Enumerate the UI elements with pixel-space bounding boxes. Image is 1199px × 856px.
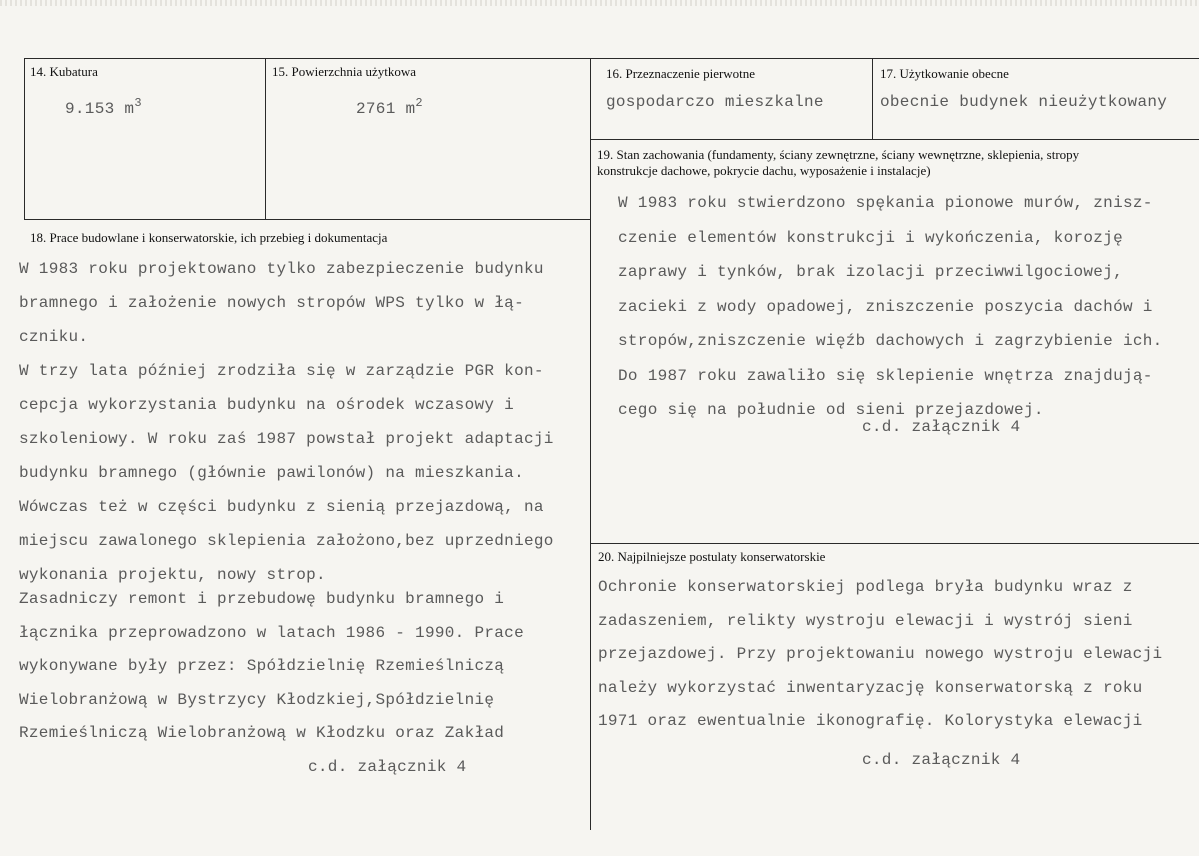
field-19-reference: c.d. załącznik 4 (862, 418, 1021, 436)
center-divider (590, 58, 591, 830)
field-19-label-line: konstrukcje dachowe, pokrycie dachu, wyposażenie i instalacje) (597, 163, 931, 178)
text-line: czniku. (19, 328, 89, 346)
text-line: należy wykorzystać inwentaryzację konserwatorską z roku (598, 678, 1143, 697)
text-line: Wówczas też w części budynku z sienią przejazdową, na (19, 498, 544, 516)
rule-above-18 (24, 219, 591, 220)
field-20-reference: c.d. załącznik 4 (862, 751, 1021, 769)
field-14-value: 9.153 $m^3$ (65, 96, 142, 118)
field-20-text (598, 571, 1162, 739)
field-17-value: obecnie budynek nieużytkowany (880, 93, 1168, 111)
text-line: bramnego i założenie nowych stropów WPS tylko w łą- (19, 294, 524, 312)
text-line: Rzemieślniczą Wielobranżową w Kłodzku oraz Zakład (19, 724, 505, 742)
text-line: 1971 oraz ewentualnie ikonografię. Kolorystyka elewacji (598, 712, 1143, 730)
top-rule (24, 58, 1199, 59)
text-line: zaprawy i tynków, brak izolacji przeciwwilgociowej, (618, 263, 1123, 281)
field-18-text-continued (19, 583, 524, 751)
field-19-label (597, 147, 1197, 179)
text-line: Zasadniczy remont i przebudowę budynku bramnego i (19, 590, 505, 608)
field-18-label: 18. Prace budowlane i konserwatorskie, ich przebieg i dokumentacja (30, 230, 388, 245)
text-line: cepcja wykorzystania budynku na ośrodek wczasowy i (19, 396, 515, 414)
text-line: miejscu zawalonego sklepienia założono,bez uprzedniego (19, 532, 554, 550)
rule-under-16-17 (590, 139, 1199, 140)
text-line: łącznika przeprowadzono w latach 1986 - 1990. Prace (19, 623, 524, 642)
text-line: zadaszeniem, relikty wystroju elewacji i wystrój sieni (598, 611, 1133, 630)
rule-above-20 (590, 543, 1199, 544)
text-line: budynku bramnego (głównie pawilonów) na mieszkania. (19, 464, 524, 482)
left-rule-upper (24, 58, 25, 220)
text-line: Ochronie konserwatorskiej podlega bryła budynku wraz z (598, 578, 1133, 596)
text-line: Do 1987 roku zawaliło się sklepienie wnętrza znajdują- (618, 366, 1153, 385)
text-line: cego się na południe od sieni przejazdowej. (618, 401, 1044, 419)
field-14-label: 14. Kubatura (30, 64, 98, 79)
text-line: W 1983 roku stwierdzono spękania pionowe murów, znisz- (618, 194, 1153, 212)
divider-16-17 (872, 58, 873, 140)
text-line: szkoleniowy. W roku zaś 1987 powstał projekt adaptacji (19, 430, 554, 448)
field-15-value: 2761 $m^2$ (356, 96, 423, 118)
field-18-reference: c.d. załącznik 4 (308, 758, 467, 776)
perforated-edge (0, 0, 1199, 6)
field-17-label: 17. Użytkowanie obecne (880, 66, 1009, 81)
field-20-label: 20. Najpilniejsze postulaty konserwatorskie (598, 549, 826, 564)
field-19-text (618, 186, 1163, 428)
text-line: Wielobranżową w Bystrzycy Kłodzkiej,Spółdzielnię (19, 690, 495, 709)
field-18-text (19, 252, 554, 592)
text-line: zacieki z wody opadowej, zniszczenie poszycia dachów i (618, 297, 1153, 316)
field-16-label: 16. Przeznaczenie pierwotne (606, 66, 756, 81)
text-line: W trzy lata później zrodziła się w zarządzie PGR kon- (19, 362, 544, 380)
text-line: stropów,zniszczenie więźb dachowych i zagrzybienie ich. (618, 332, 1163, 350)
text-line: W 1983 roku projektowano tylko zabezpieczenie budynku (19, 260, 544, 278)
divider-14-15 (265, 58, 266, 220)
text-line: wykonania projektu, nowy strop. (19, 566, 326, 584)
text-line: przejazdowej. Przy projektowaniu nowego wystroju elewacji (598, 645, 1163, 663)
text-line: wykonywane były przez: Spółdzielnię Rzemieślniczą (19, 657, 505, 675)
field-16-value: gospodarczo mieszkalne (606, 93, 824, 111)
field-19-label-line: 19. Stan zachowania (fundamenty, ściany zewnętrzne, ściany wewnętrzne, sklepienia, stropy (597, 147, 1080, 162)
field-15-label: 15. Powierzchnia użytkowa (272, 64, 417, 79)
text-line: czenie elementów konstrukcji i wykończenia, korozję (618, 228, 1123, 247)
